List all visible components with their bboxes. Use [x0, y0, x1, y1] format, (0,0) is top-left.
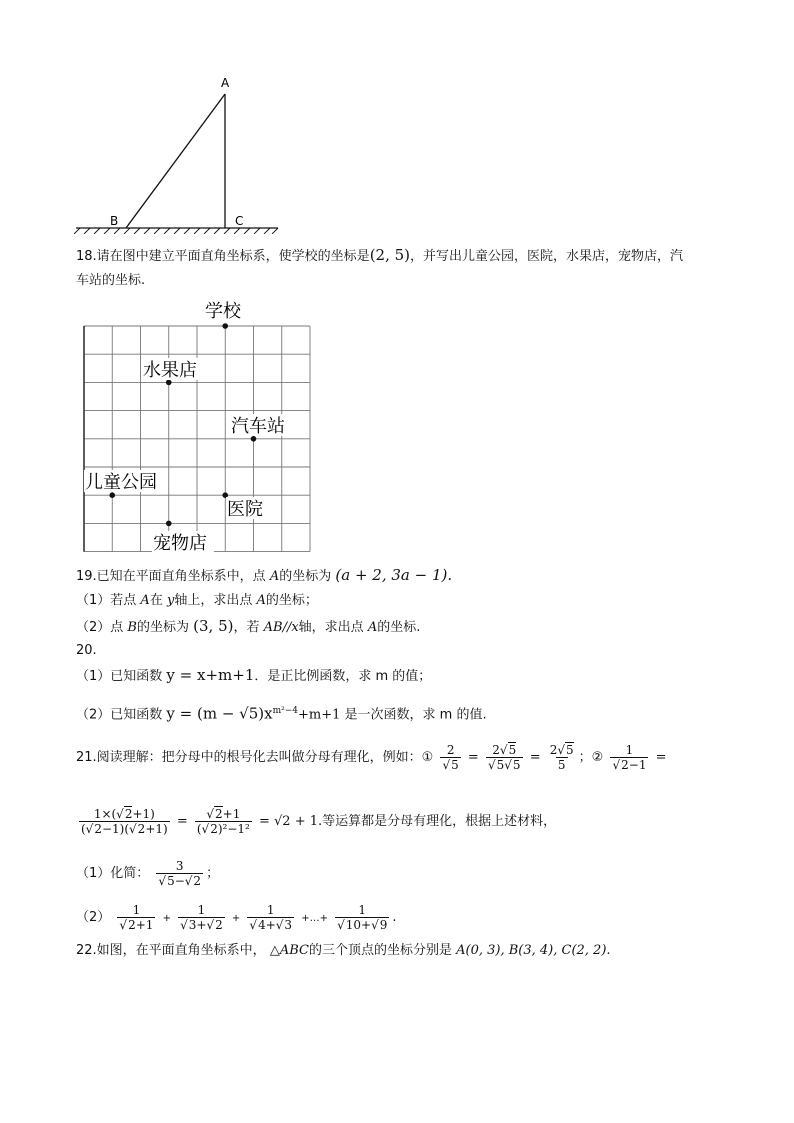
q21-end: . [392, 910, 397, 925]
q20-p1-pre: （1）已知函数 [76, 669, 163, 684]
q19-p2-c: 的坐标为 [136, 620, 189, 635]
q19-p2-e: ，若 [233, 620, 260, 635]
q19-p1-b: A [140, 593, 150, 608]
ellipsis-sum: +…+ [301, 913, 328, 924]
point-pet-store [166, 521, 172, 527]
fraction-term-last: $\frac{1}{√10+√9}$ [337, 903, 388, 932]
q19-p1-e: 轴上，求出点 [174, 593, 253, 608]
equals-sign: = [176, 814, 188, 829]
ground-hatch [74, 228, 278, 234]
vertex-label-c: C [235, 214, 244, 228]
label-fruit-store: 水果店 [143, 360, 197, 381]
q22-triangle: △ABC [269, 943, 309, 958]
q19-part-1 [76, 592, 318, 610]
vertex-label-b: B [110, 214, 119, 228]
q19-p1-c: 在 [149, 593, 163, 608]
q18-text-line2: 车站的坐标. [76, 273, 146, 288]
vertex-label-a: A [221, 76, 230, 90]
q19-p1-f: A [256, 593, 266, 608]
q21-p1-pre: （1）化简： [76, 866, 150, 881]
q20-p2-exponent: m²−4 [272, 706, 299, 716]
fraction-1-over-sqrt2-minus-1: $\frac{1}{√2-1}$ [612, 743, 647, 772]
q20-part-2 [76, 702, 487, 724]
q20-p2-formula-b: +m+1 [298, 707, 341, 723]
q20-p2-formula-a: y = (m − √5)x [166, 704, 273, 723]
q19-stem [76, 566, 452, 586]
q22-text-mid: 的三个顶点的坐标分别是 [308, 943, 452, 958]
plus-sign: + [231, 913, 241, 924]
triangle-figure [70, 72, 285, 234]
q19-p2-g: 轴，求出点 [298, 620, 364, 635]
map-grid [80, 296, 320, 558]
q19-part-2 [76, 617, 420, 637]
q19-text-pre: 19.已知在平面直角坐标系中，点 [76, 569, 266, 584]
q19-p2-i: 的坐标. [377, 620, 421, 635]
q20-num: 20. [76, 643, 97, 658]
q19-p2-b: B [127, 620, 137, 635]
q21-part-1 [76, 856, 219, 892]
fraction-term-3: $\frac{1}{√4+√3}$ [249, 903, 293, 932]
q21-circle-2: ；② [578, 750, 604, 765]
q18-text-post: ，并写出儿童公园，医院，水果店，宠物店，汽 [410, 249, 684, 264]
q20-p2-pre: （2）已知函数 [76, 707, 163, 723]
fraction-sqrt2-plus-1-over-diff: $\frac{√2+1}{\text{(√2)²−1²}}$ [196, 807, 250, 836]
side-ab [126, 94, 225, 228]
q21-part-2 [76, 898, 397, 939]
q21-line-1 [76, 738, 667, 778]
fraction-rationalize: $\frac{1\times(√2+1)}{(√2-1)(√2+1)}$ [81, 807, 168, 836]
q18-line-2 [76, 272, 145, 290]
fraction-2sqrt5-over-sqrt5sqrt5: $\frac{2√5}{√5√5}$ [487, 743, 521, 772]
q19-p1-a: （1）若点 [76, 593, 137, 608]
label-school: 学校 [205, 301, 241, 322]
q18-line-1 [76, 246, 683, 266]
equals-sign: = [529, 750, 541, 765]
q19-p1-g: 的坐标； [265, 593, 318, 608]
fraction-2-over-sqrt5: $\frac{2}{√5}$ [442, 743, 459, 772]
q19-text-mid: 的坐标为 [279, 569, 332, 584]
q22-stem [76, 942, 611, 960]
q22-coords: A(0, 3), B(3, 4), C(2, 2). [456, 943, 611, 958]
q21-p1-post: ； [206, 866, 220, 881]
label-hospital: 医院 [227, 499, 263, 520]
q19-point-a: A [269, 569, 280, 584]
point-children-park [109, 492, 115, 498]
q19-p2-f: AB//x [263, 620, 299, 635]
fraction-2sqrt5-over-5: $\frac{2√5}{5}$ [549, 743, 574, 772]
q20-number [76, 642, 97, 660]
equals-sign: = [655, 750, 667, 765]
q19-p2-a: （2）点 [76, 620, 124, 635]
q21-p2-pre: （2） [76, 910, 111, 925]
q19-p1-d: y [166, 593, 175, 608]
q22-text-pre: 22.如图，在平面直角坐标系中， [76, 943, 266, 958]
label-children-park: 儿童公园 [85, 472, 157, 493]
label-pet-store: 宠物店 [153, 533, 207, 554]
q20-p1-post: ．是正比例函数，求 m 的值； [254, 669, 432, 684]
q18-school-coord: (2, 5) [369, 246, 411, 264]
q19-coord: (a + 2, 3a − 1). [335, 566, 453, 584]
q21-intro: 21.阅读理解：把分母中的根号化去叫做分母有理化，例如：① [76, 750, 434, 765]
equals-sign: = [467, 750, 479, 765]
q21-tail: = √2 + 1.等运算都是分母有理化，根据上述材料， [258, 814, 557, 829]
label-bus-station: 汽车站 [231, 416, 285, 437]
q20-part-1 [76, 666, 431, 686]
plus-sign: + [162, 913, 171, 924]
q19-p2-d: (3, 5) [193, 617, 234, 635]
q20-p1-formula: y = x+m+1 [166, 666, 255, 684]
q20-p2-post: 是一次函数，求 m 的值. [344, 707, 487, 723]
point-school [222, 323, 228, 329]
fraction-term-2: $\frac{1}{√3+√2}$ [180, 903, 223, 932]
fraction-term-1: $\frac{1}{√2+1}$ [119, 903, 154, 932]
fraction-3-over-sqrt5-minus-sqrt2: $\frac{3}{√5-√2}$ [158, 859, 202, 888]
q19-p2-h: A [367, 620, 378, 635]
q18-text-pre: 18.请在图中建立平面直角坐标系，使学校的坐标是 [76, 249, 370, 264]
q21-line-2 [76, 800, 556, 844]
